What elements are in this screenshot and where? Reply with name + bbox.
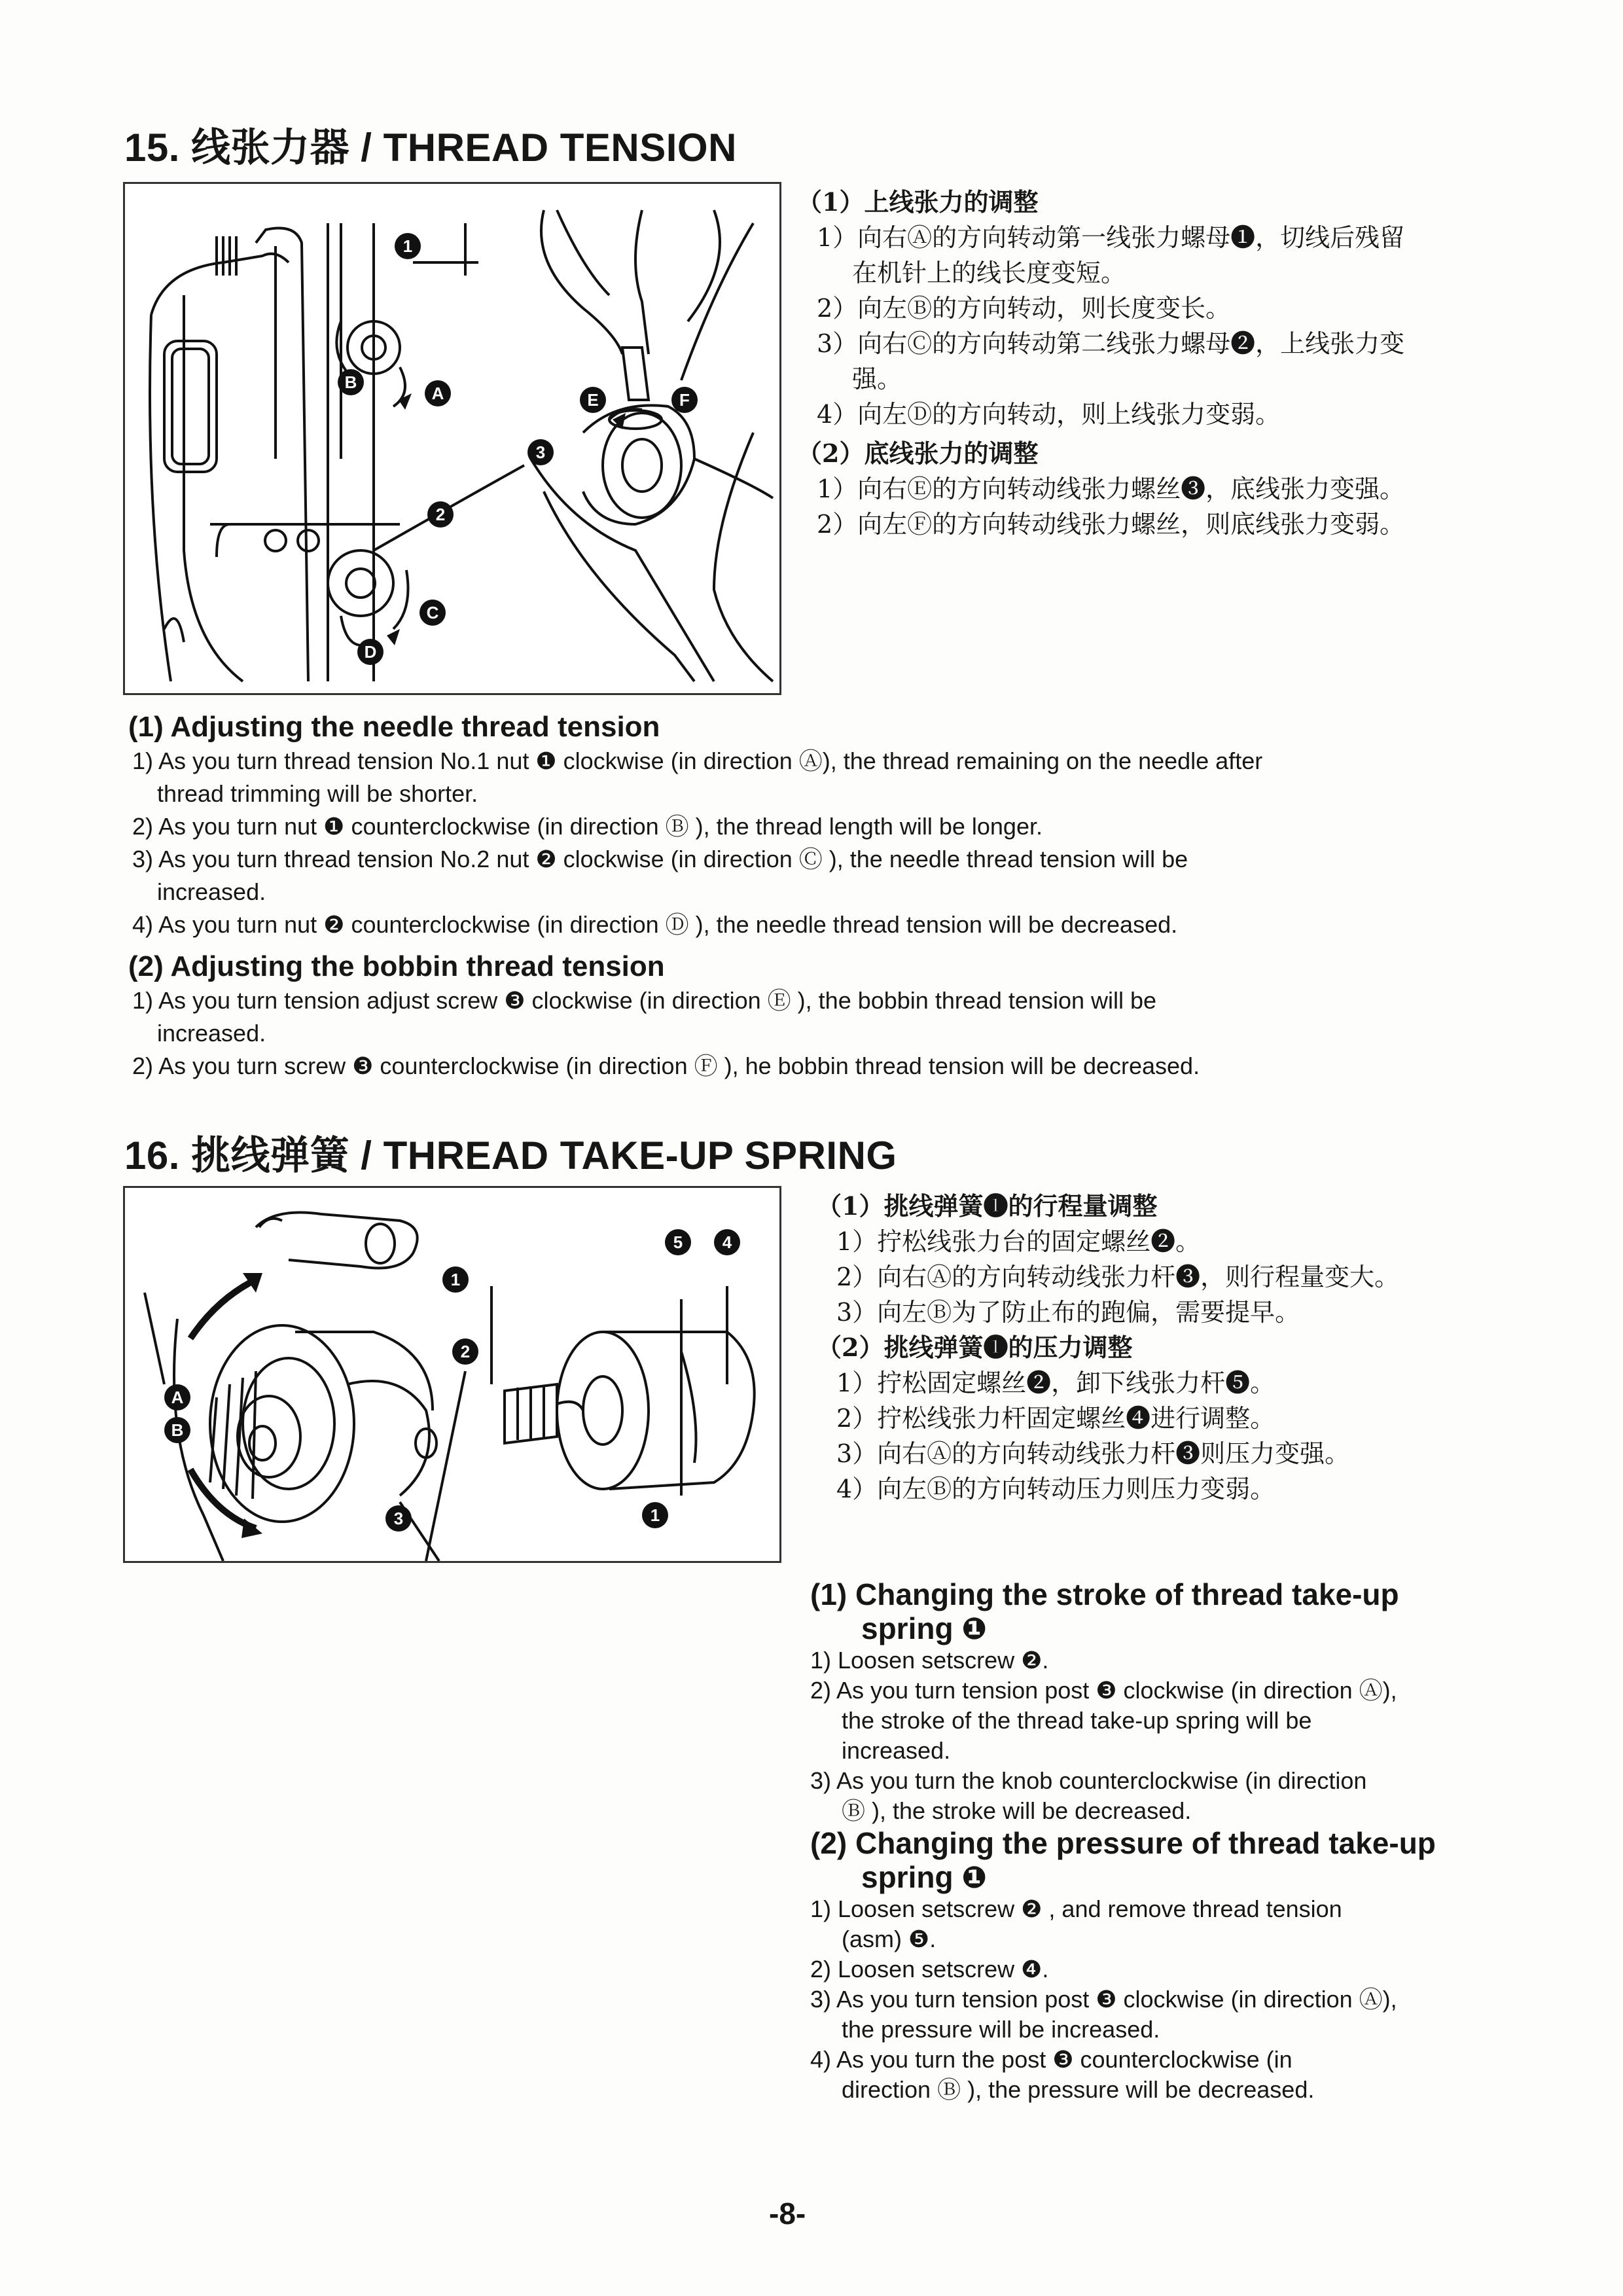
callout-3 xyxy=(527,439,554,465)
en-item-cont: the pressure will be increased. xyxy=(842,2016,1160,2043)
en-item-cont: direction Ⓑ ), the pressure will be decreased. xyxy=(842,2076,1315,2103)
en-heading-2: (2) Changing the pressure of thread take-up xyxy=(810,1826,1436,1860)
svg-text:2: 2 xyxy=(460,1342,471,1361)
cn-item: 1）拧松线张力台的固定螺丝❷。 xyxy=(836,1227,1201,1256)
cn-item: 2）向左Ⓑ的方向转动，则长度变长。 xyxy=(817,294,1231,323)
callout-a xyxy=(164,1384,190,1410)
en-item: 2) As you turn nut ❶ counterclockwise (in direction Ⓑ ), the thread length will be longer. xyxy=(132,813,1043,840)
cn-item: 1）向右Ⓐ的方向转动第一线张力螺母❶，切线后残留 xyxy=(817,223,1405,252)
svg-text:A: A xyxy=(171,1388,184,1407)
section-16-title: 16. 挑线弹簧 / THREAD TAKE-UP SPRING xyxy=(124,1134,897,1177)
cn-item: 3）向右Ⓐ的方向转动线张力杆❸则压力变强。 xyxy=(836,1439,1350,1468)
svg-text:D: D xyxy=(364,642,377,662)
section-15-english xyxy=(128,709,1581,1083)
en-item: 3) As you turn the knob counterclockwise (in direction xyxy=(810,1767,1367,1794)
cn-heading-1: （1）上线张力的调整 xyxy=(797,187,1039,217)
callout-5 xyxy=(665,1229,691,1255)
cn-item: 2）向左Ⓕ的方向转动线张力螺丝，则底线张力变弱。 xyxy=(817,510,1405,539)
en-item-cont: the stroke of the thread take-up spring will be xyxy=(842,1707,1312,1734)
en-heading-1: (1) Changing the stroke of thread take-up xyxy=(810,1577,1399,1611)
en-item: 4) As you turn the post ❸ counterclockwise (in xyxy=(810,2046,1293,2073)
callout-a xyxy=(425,380,451,406)
callout-c xyxy=(419,600,446,626)
callout-1b xyxy=(642,1502,668,1528)
cn-item: 1）拧松固定螺丝❷，卸下线张力杆❺。 xyxy=(836,1369,1275,1397)
take-up-spring-figure xyxy=(123,1186,781,1563)
callout-1 xyxy=(395,233,421,259)
section-15-title: 15. 线张力器 / THREAD TENSION xyxy=(124,126,737,170)
en-item: 1) As you turn thread tension No.1 nut ❶ clockwise (in direction Ⓐ), the thread remaining on the needle after xyxy=(132,747,1263,774)
en-item-cont: thread trimming will be shorter. xyxy=(157,780,478,807)
en-item-cont: Ⓑ ), the stroke will be decreased. xyxy=(842,1797,1192,1824)
callout-4 xyxy=(714,1229,740,1255)
svg-text:B: B xyxy=(171,1420,184,1440)
en-item: 2) As you turn tension post ❸ clockwise (in direction Ⓐ), xyxy=(810,1677,1397,1704)
cn-item: 3）向左Ⓑ为了防止布的跑偏，需要提早。 xyxy=(836,1298,1300,1327)
callout-b xyxy=(338,369,364,395)
callout-1 xyxy=(442,1266,469,1293)
cn-item-cont: 在机针上的线长度变短。 xyxy=(852,259,1126,287)
en-item-cont: increased. xyxy=(157,1020,266,1047)
svg-text:B: B xyxy=(344,372,357,392)
en-heading-1: (1) Adjusting the needle thread tension xyxy=(128,711,660,743)
callout-2 xyxy=(427,501,454,528)
svg-text:A: A xyxy=(431,384,444,403)
section-16-chinese xyxy=(817,1189,1576,1507)
cn-heading-1: （1）挑线弹簧❶的行程量调整 xyxy=(817,1191,1158,1221)
en-heading-2: (2) Adjusting the bobbin thread tension xyxy=(128,950,665,982)
cn-item: 2）拧松线张力杆固定螺丝❹进行调整。 xyxy=(836,1404,1275,1433)
en-item: 2) As you turn screw ❸ counterclockwise (in direction Ⓕ ), he bobbin thread tension will be decreased. xyxy=(132,1052,1200,1079)
svg-text:4: 4 xyxy=(722,1232,732,1252)
cn-item: 4）向左Ⓓ的方向转动，则上线张力变弱。 xyxy=(817,400,1281,429)
en-item: 3) As you turn thread tension No.2 nut ❷ clockwise (in direction Ⓒ ), the needle thread tension will be xyxy=(132,846,1188,872)
en-item: 3) As you turn tension post ❸ clockwise (in direction Ⓐ), xyxy=(810,1986,1397,2013)
callout-d xyxy=(357,639,383,665)
svg-text:E: E xyxy=(587,390,599,410)
callout-e xyxy=(580,387,606,413)
svg-text:5: 5 xyxy=(673,1232,683,1252)
en-item: 1) As you turn tension adjust screw ❸ clockwise (in direction Ⓔ ), the bobbin thread tension will be xyxy=(132,987,1157,1014)
svg-text:2: 2 xyxy=(435,505,446,524)
cn-item: 1）向右Ⓔ的方向转动线张力螺丝❸，底线张力变强。 xyxy=(817,475,1405,503)
en-item: 4) As you turn nut ❷ counterclockwise (in direction Ⓓ ), the needle thread tension will be decreased. xyxy=(132,911,1178,938)
en-item-cont: increased. xyxy=(157,878,266,905)
cn-item: 4）向左Ⓑ的方向转动压力则压力变弱。 xyxy=(836,1475,1275,1503)
cn-heading-2: （2）底线张力的调整 xyxy=(797,439,1039,468)
thread-tension-figure xyxy=(123,182,781,695)
en-item-cont: (asm) ❺. xyxy=(842,1926,936,1952)
en-item-cont: increased. xyxy=(842,1737,951,1764)
callout-f xyxy=(671,387,698,413)
cn-item: 2）向右Ⓐ的方向转动线张力杆❸，则行程量变大。 xyxy=(836,1263,1400,1291)
en-item: 2) Loosen setscrew ❹. xyxy=(810,1956,1049,1982)
en-heading-1-cont: spring ❶ xyxy=(861,1611,988,1645)
callout-2 xyxy=(452,1338,478,1365)
svg-text:3: 3 xyxy=(535,442,546,462)
en-item: 1) Loosen setscrew ❷. xyxy=(810,1647,1049,1674)
svg-text:F: F xyxy=(679,390,690,410)
cn-heading-2: （2）挑线弹簧❶的压力调整 xyxy=(817,1333,1133,1362)
svg-text:3: 3 xyxy=(393,1509,404,1528)
svg-text:1: 1 xyxy=(450,1270,461,1289)
svg-text:C: C xyxy=(426,603,439,622)
thread-tension-illustration xyxy=(125,184,779,693)
svg-text:1: 1 xyxy=(650,1505,660,1525)
page-number: -8- xyxy=(769,2197,806,2231)
section-15-chinese xyxy=(797,185,1569,542)
en-item: 1) Loosen setscrew ❷ , and remove thread tension xyxy=(810,1895,1342,1922)
callout-3 xyxy=(385,1505,412,1532)
svg-text:1: 1 xyxy=(402,236,413,256)
take-up-spring-illustration xyxy=(125,1188,779,1561)
en-heading-2-cont: spring ❶ xyxy=(861,1860,988,1894)
cn-item: 3）向右Ⓒ的方向转动第二线张力螺母❷，上线张力变 xyxy=(817,329,1405,358)
section-16-english xyxy=(810,1571,1504,2105)
callout-b xyxy=(164,1417,190,1443)
cn-item-cont: 强。 xyxy=(852,365,902,393)
